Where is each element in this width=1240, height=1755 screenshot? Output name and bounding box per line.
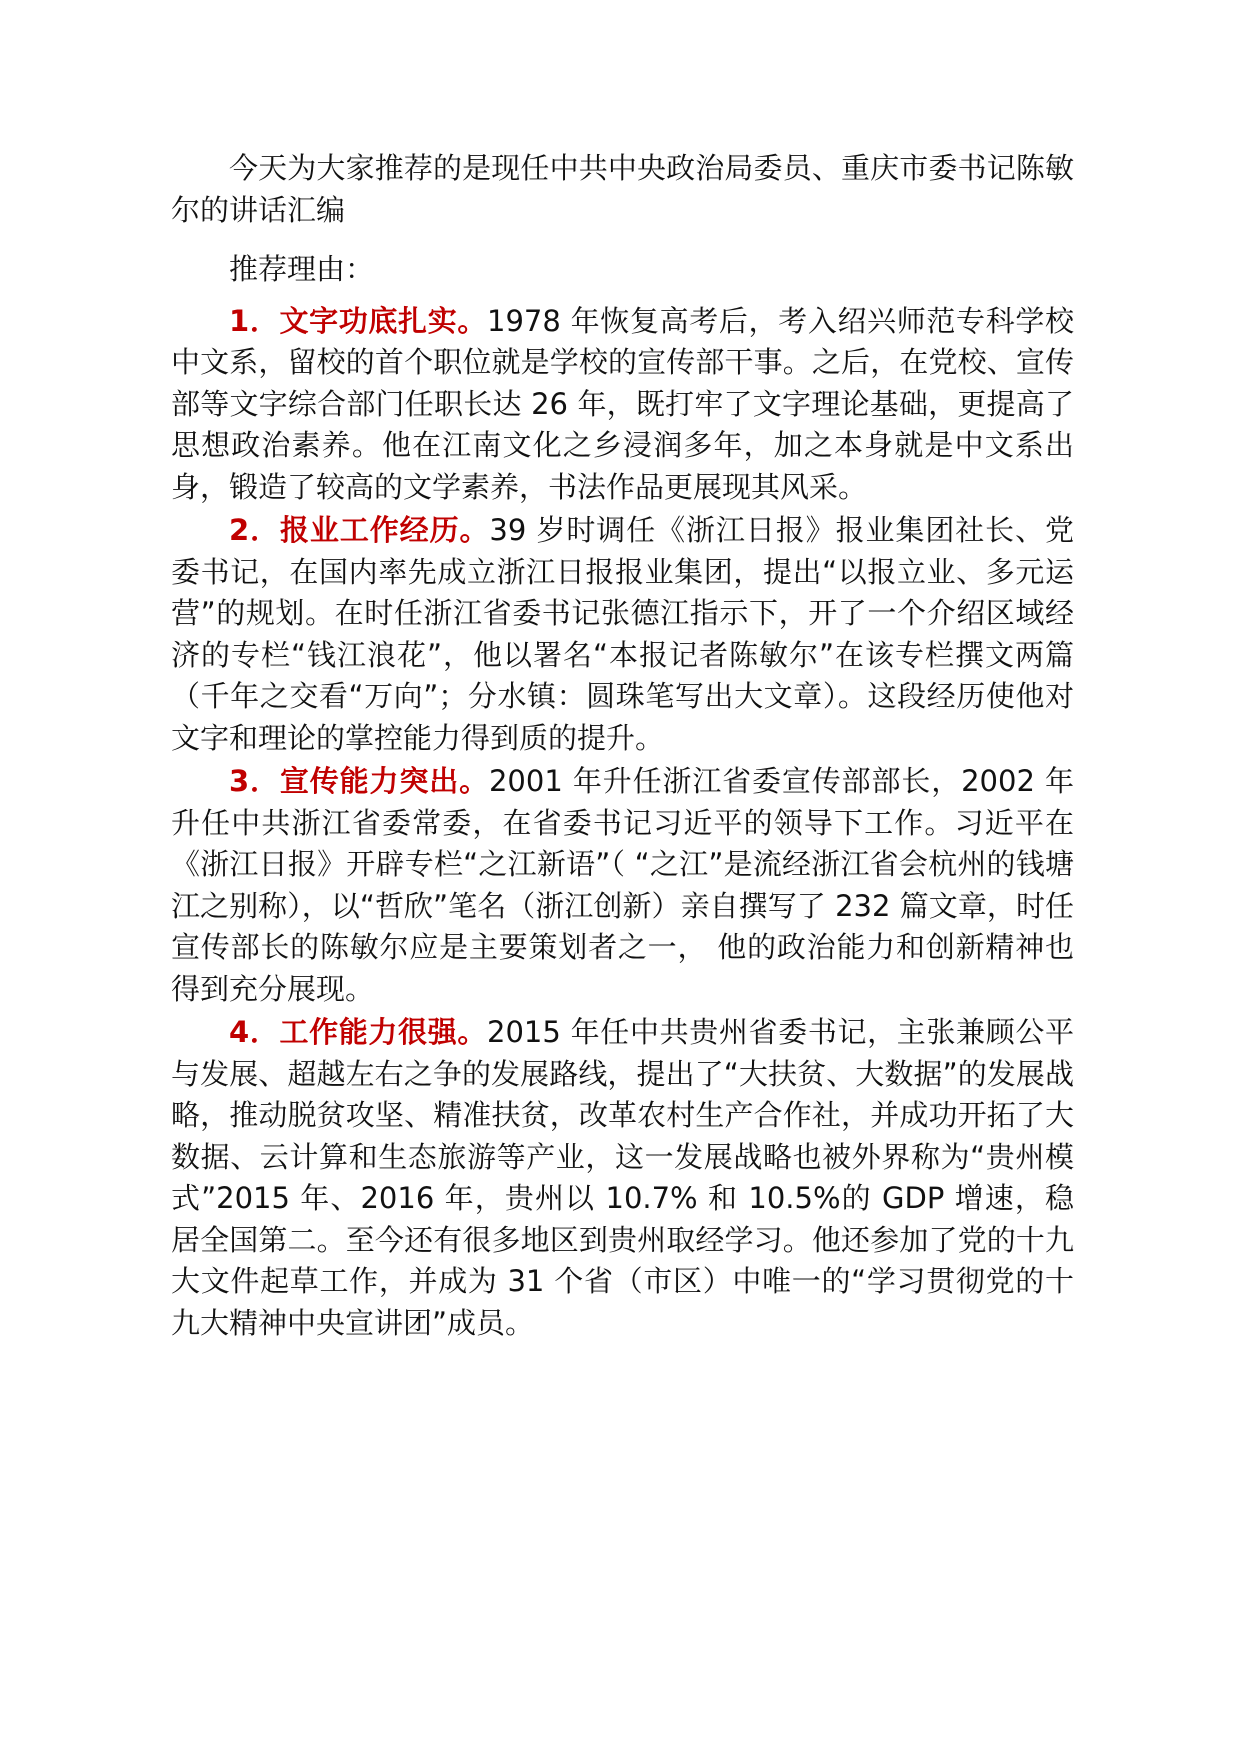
reasons-label: 推荐理由： [229,252,375,286]
reason-text: 1978 年恢复高考后，考入绍兴师范专科学校中文系，留校的首个职位就是学校的宣传部干事。之后，在党校、宣传部等文字综合部门任职长达 26 年，既打牢了文字理论基础，更提高了思想政治素养。他在江南文化之乡浸润多年，加之本身就是中文系出身，锻造了较高的文学素养，书法作品更展现其风采。 [171,303,1074,504]
reason-item-2 [171,510,1074,759]
reason-item-1 [171,301,1074,509]
reason-heading: 3．宣传能力突出。 [229,764,489,798]
reason-text: 39 岁时调任《浙江日报》报业集团社长、党委书记，在国内率先成立浙江日报报业集团，提出“以报立业、多元运营”的规划。在时任浙江省委书记张德江指示下，开了一个介绍区域经济的专栏“钱江浪花”，他以署名“本报记者陈敏尔”在该专栏撰文两篇（千年之交看“万向”；分水镇：圆珠笔写出大文章）。这段经历使他对文字和理论的掌控能力得到质的提升。 [171,513,1075,755]
document-page [171,148,1074,1346]
reason-text: 2015 年任中共贵州省委书记，主张兼顾公平与发展、超越左右之争的发展路线，提出了“大扶贫、大数据”的发展战略，推动脱贫攻坚、精准扶贫，改革农村生产合作社，并成功开拓了大数据、云计算和生态旅游等产业，这一发展战略也被外界称为“贵州模式”2015 年、2016 年，贵州以 10.7% 和 10.5%的 GDP 增速，稳居全国第二。至今还有很多地区到贵州取经学习。他还参加了党的十九大文件起草工作，并成为 31 个省（市区）中唯一的“学习贯彻党的十九大精神中央宣讲团”成员。 [171,1015,1074,1340]
reason-heading: 2．报业工作经历。 [229,513,490,547]
reason-heading: 4．工作能力很强。 [229,1015,487,1049]
intro-paragraph: 今天为大家推荐的是现任中共中央政治局委员、重庆市委书记陈敏尔的讲话汇编 [171,151,1074,227]
reason-item-4 [171,1012,1074,1344]
reason-item-3 [171,761,1074,1010]
reason-text: 2001 年升任浙江省委宣传部部长，2002 年升任中共浙江省委常委，在省委书记习近平的领导下工作。习近平在《浙江日报》开辟专栏“之江新语”（ “之江”是流经浙江省会杭州的钱塘江之别称），以“哲欣”笔名（浙江创新）亲自撰写了 232 篇文章，时任宣传部长的陈敏尔应是主要策划者之一， 他的政治能力和创新精神也得到充分展现。 [171,764,1074,1006]
reason-heading: 1．文字功底扎实。 [229,303,487,338]
